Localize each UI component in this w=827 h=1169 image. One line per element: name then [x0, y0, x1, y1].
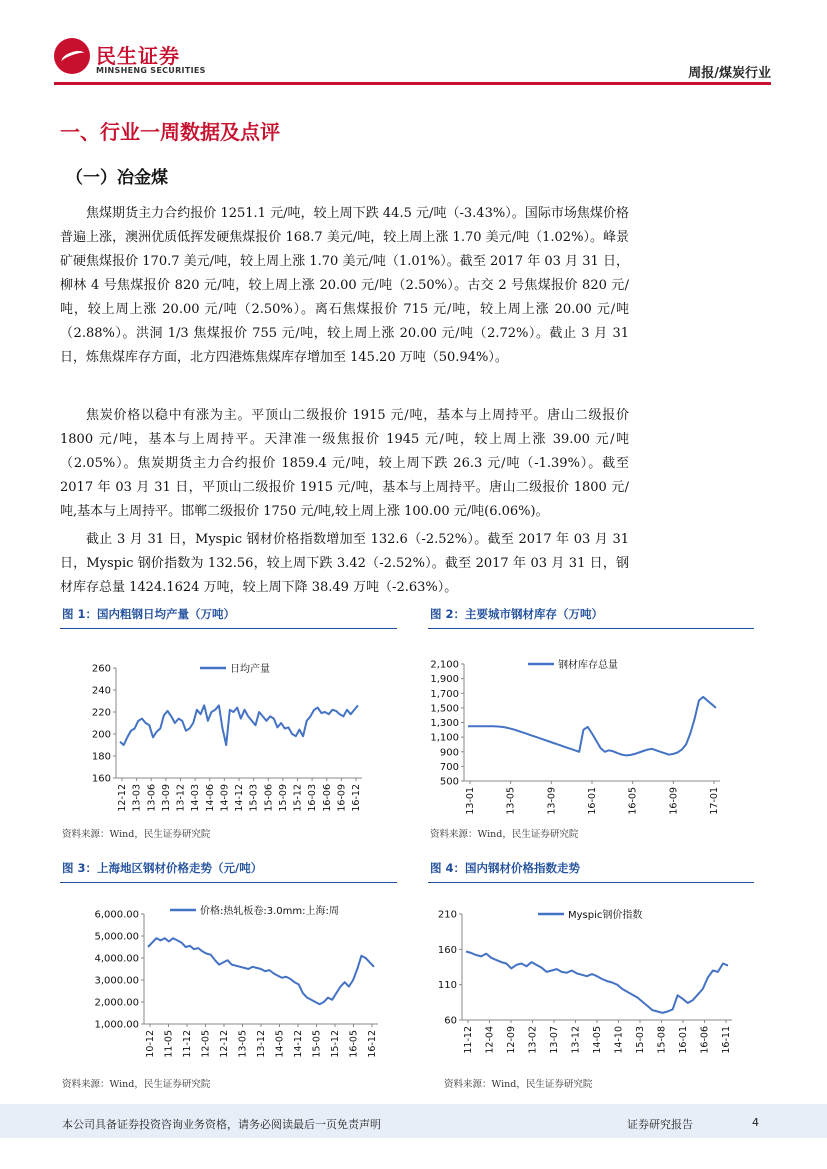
- logo-subtext: MINSHENG SECURITIES: [96, 66, 206, 75]
- x-tick-label: 12-09: [506, 1026, 517, 1054]
- x-tick-label: 14-03: [190, 784, 202, 812]
- chart-shanghai-steel-price: [60, 896, 390, 1068]
- y-tick-label: 6,000.00: [94, 909, 139, 921]
- figure-1-source: 资料来源：Wind，民生证券研究院: [62, 829, 211, 840]
- x-tick-label: 14-05: [592, 1026, 603, 1054]
- x-tick-label: 16-01: [587, 787, 598, 815]
- x-tick-label: 15-08: [656, 1026, 668, 1054]
- series-line: [468, 697, 716, 756]
- x-tick-label: 14-05: [274, 1030, 286, 1058]
- paragraph-coke: 焦炭价格以稳中有涨为主。平顶山二级报价 1915 元/吨，基本与上周持平。唐山二级报价 1800 元/吨，基本与上周持平。天津准一级焦报价 1945 元/吨，较上周上涨 39.00 元/吨（2.05%）。焦炭期货主力合约报价 1859.4 元/吨，较上周下跌 26.3 元/吨（-1.39%）。截至 2017 年 03 月 31 日，平顶山二级报价 1915 元/吨，基本与上周持平。唐山二级报价 1800 元/吨,基本与上周持平。邯郸二级报价 1750 元/吨,较上周上涨 100.00 元/吨(6.06%)。: [60, 408, 629, 519]
- y-tick-label: 220: [91, 707, 111, 719]
- x-tick-label: 15-12: [292, 784, 304, 812]
- figure-1-rule: [60, 628, 397, 629]
- page-number: 4: [752, 1116, 759, 1129]
- x-tick-label: 16-11: [721, 1026, 732, 1054]
- figure-2-rule: [428, 628, 754, 629]
- x-tick-label: 14-10: [613, 1026, 625, 1054]
- x-tick-label: 14-09: [219, 784, 231, 812]
- y-tick-label: 3,000.00: [94, 975, 139, 987]
- legend-label: 价格:热轧板卷:3.0mm:上海:周: [200, 906, 339, 917]
- x-tick-label: 13-05: [237, 1030, 249, 1058]
- x-tick-label: 15-09: [277, 784, 289, 812]
- y-tick-label: 2,000.00: [94, 997, 139, 1009]
- x-tick-label: 13-09: [546, 787, 558, 815]
- figure-4-rule: [428, 882, 754, 883]
- chart-steel-daily-output: [60, 650, 390, 820]
- figure-4-source: 资料来源：Wind，民生证券研究院: [444, 1079, 593, 1090]
- y-tick-label: 1,500: [430, 703, 459, 715]
- x-tick-label: 16-09: [336, 784, 348, 812]
- y-tick-label: 1,100: [430, 732, 459, 744]
- x-tick-label: 16-05: [348, 1030, 360, 1058]
- x-tick-label: 15-12: [330, 1030, 341, 1058]
- y-tick-label: 210: [437, 909, 457, 921]
- x-tick-label: 13-12: [175, 784, 187, 812]
- x-tick-label: 13-12: [570, 1026, 582, 1054]
- series-line: [466, 952, 728, 1013]
- y-tick-label: 1,000.00: [94, 1019, 139, 1031]
- chart-steel-inventory: [418, 650, 748, 820]
- x-tick-label: 17-01: [709, 787, 720, 815]
- section-title: 一、行业一周数据及点评: [60, 120, 280, 144]
- footer-disclaimer: 本公司具备证券投资咨询业务资格，请务必阅读最后一页免责声明: [62, 1118, 381, 1131]
- y-tick-label: 110: [437, 980, 457, 992]
- paragraph-coking-coal: 焦煤期货主力合约报价 1251.1 元/吨，较上周下跌 44.5 元/吨（-3.43%）。国际市场焦煤价格普遍上涨，澳洲优质低挥发硬焦煤报价 168.7 美元/吨，较上周上涨 1.70 美元/吨（1.02%）。峰景矿硬焦煤报价 170.7 美元/吨，较上周上涨 1.70 美元/吨（1.01%）。截至 2017 年 03 月 31 日，柳林 4 号焦煤报价 820 元/吨，较上周上涨 20.00 元/吨（2.50%）。古交 2 号焦煤报价 820 元/吨，较上周上涨 20.00 元/吨（2.50%）。离石焦煤报价 715 元/吨，较上周上涨 20.00 元/吨（2.88%）。洪洞 1/3 焦煤报价 755 元/吨，较上周上涨 20.00 元/吨（2.72%）。截止 3 月 31 日，炼焦煤库存方面，北方四港炼焦煤库存增加至 145.20 万吨（50.94%）。: [60, 206, 629, 365]
- x-tick-label: 16-06: [321, 784, 333, 812]
- x-tick-label: 13-05: [505, 787, 517, 815]
- x-tick-label: 12-05: [200, 1030, 212, 1058]
- x-tick-label: 13-01: [465, 787, 476, 815]
- subsection-title: （一）冶金煤: [66, 168, 168, 188]
- paragraph-steel: 截止 3 月 31 日，Myspic 钢材价格指数增加至 132.6（-2.52%）。截至 2017 年 03 月 31 日，Myspic 钢价指数为 132.56，较上周下跌 3.42（-2.52%）。截至 2017 年 03 月 31 日，钢材库存总量 1424.1624 万吨，较上周下降 38.49 万吨（-2.63%）。: [60, 532, 629, 595]
- x-tick-label: 16-01: [678, 1026, 689, 1054]
- x-tick-label: 11-05: [163, 1030, 175, 1058]
- y-tick-label: 2,100: [430, 659, 459, 671]
- legend-label: 钢材库存总量: [558, 660, 618, 671]
- report-category: 周报/煤炭行业: [688, 66, 771, 81]
- y-tick-label: 1,300: [430, 718, 459, 729]
- figure-3-rule: [60, 882, 397, 883]
- y-tick-label: 260: [91, 663, 111, 675]
- x-tick-label: 10-12: [145, 1030, 156, 1058]
- y-tick-label: 1,900: [430, 674, 459, 686]
- x-tick-label: 14-12: [234, 784, 245, 812]
- y-tick-label: 180: [91, 751, 111, 763]
- y-tick-label: 60: [444, 1015, 457, 1027]
- x-tick-label: 12-12: [219, 1030, 230, 1058]
- x-tick-label: 15-03: [635, 1026, 646, 1054]
- y-tick-label: 700: [439, 761, 459, 773]
- logo: [54, 38, 204, 82]
- legend-label: 日均产量: [230, 664, 270, 675]
- x-tick-label: 16-05: [627, 787, 639, 815]
- x-tick-label: 16-09: [668, 787, 680, 815]
- series-line: [148, 938, 374, 1004]
- y-tick-label: 160: [91, 773, 111, 785]
- figure-3-title: 图 3：上海地区钢材价格走势（元/吨）: [62, 861, 263, 875]
- legend-label: Myspic钢价指数: [568, 910, 643, 921]
- header-divider: [54, 82, 771, 85]
- y-tick-label: 4,000.00: [94, 953, 139, 965]
- x-tick-label: 12-12: [117, 784, 128, 812]
- x-tick-label: 13-06: [146, 784, 158, 812]
- x-tick-label: 16-12: [351, 784, 362, 812]
- y-tick-label: 160: [437, 944, 457, 956]
- y-tick-label: 900: [439, 747, 459, 759]
- logo-text: 民生证券: [96, 44, 180, 68]
- x-tick-label: 11-12: [182, 1030, 193, 1058]
- series-line: [120, 705, 358, 745]
- x-tick-label: 16-12: [367, 1030, 378, 1058]
- figure-4-title: 图 4：国内钢材价格指数走势: [430, 861, 581, 875]
- x-tick-label: 12-04: [484, 1026, 496, 1054]
- y-tick-label: 240: [91, 685, 111, 697]
- logo-mark-icon: [54, 38, 90, 74]
- figure-3-source: 资料来源：Wind，民生证券研究院: [62, 1079, 211, 1090]
- x-tick-label: 14-06: [204, 784, 216, 812]
- footer-report-type: 证券研究报告: [627, 1118, 693, 1131]
- x-tick-label: 15-06: [263, 784, 275, 812]
- x-tick-label: 16-03: [307, 784, 319, 812]
- x-tick-label: 11-12: [463, 1026, 474, 1054]
- y-tick-label: 200: [91, 729, 111, 741]
- x-tick-label: 14-12: [293, 1030, 304, 1058]
- x-tick-label: 15-03: [248, 784, 260, 812]
- x-tick-label: 13-12: [256, 1030, 267, 1058]
- figure-2-title: 图 2：主要城市钢材库存（万吨）: [430, 607, 604, 621]
- x-tick-label: 13-09: [160, 784, 172, 812]
- y-tick-label: 1,700: [430, 688, 459, 700]
- x-tick-label: 13-07: [549, 1026, 560, 1054]
- x-tick-label: 16-06: [699, 1026, 711, 1054]
- figure-2-source: 资料来源：Wind，民生证券研究院: [430, 829, 579, 840]
- figure-1-title: 图 1：国内粗钢日均产量（万吨）: [62, 607, 236, 621]
- chart-myspic-index: [418, 896, 748, 1068]
- y-tick-label: 500: [439, 776, 459, 788]
- x-tick-label: 13-02: [527, 1026, 539, 1054]
- y-tick-label: 5,000.00: [94, 931, 139, 943]
- x-tick-label: 15-05: [311, 1030, 323, 1058]
- x-tick-label: 13-03: [131, 784, 143, 812]
